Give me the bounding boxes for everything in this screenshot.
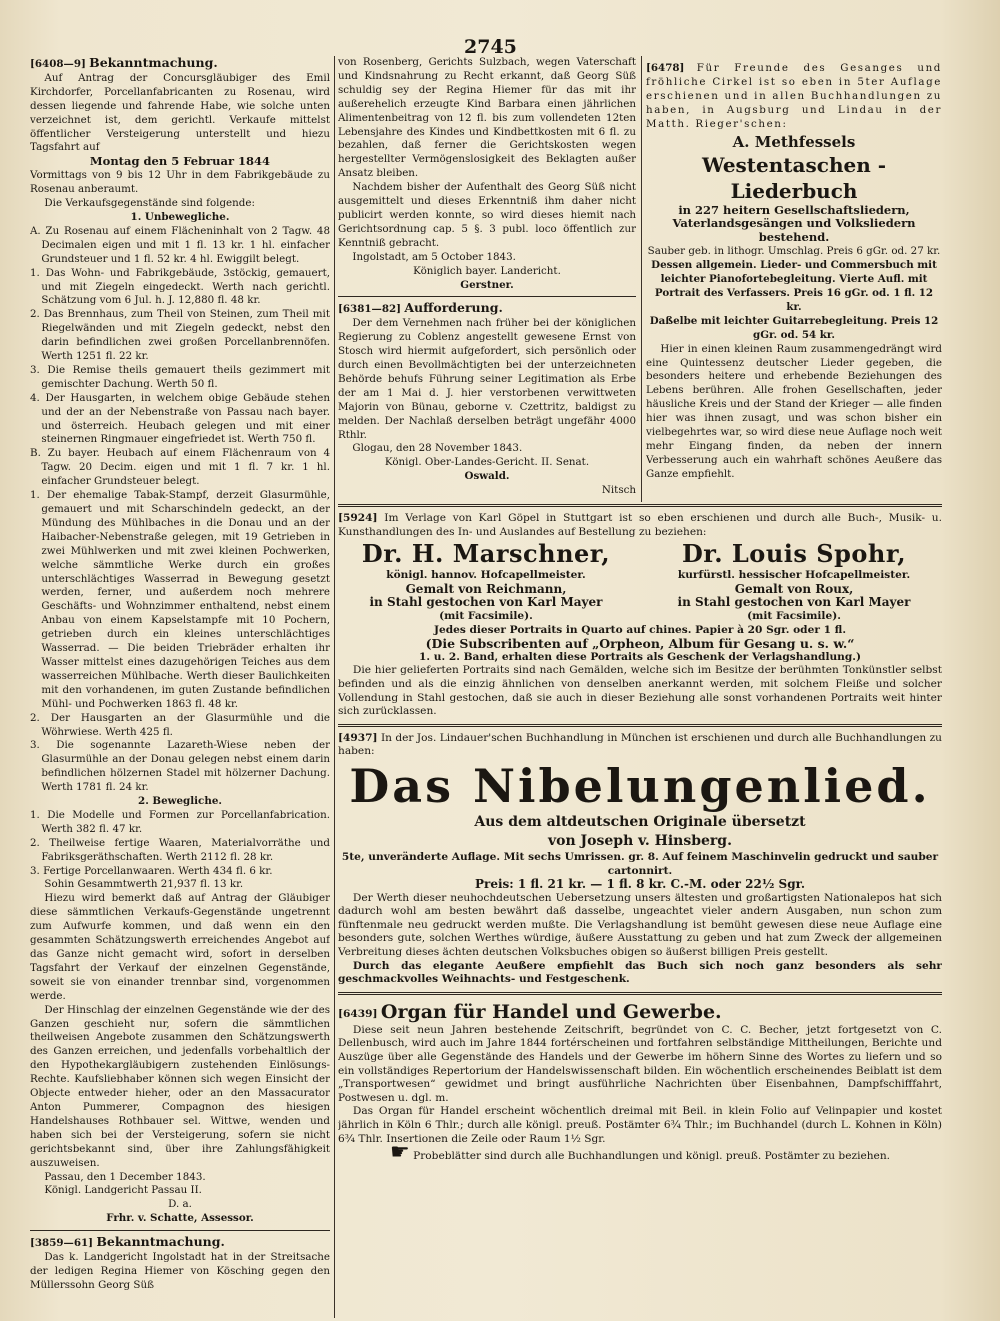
- objects-intro: Die Verkaufsgegenstände sind folgende:: [44, 197, 255, 210]
- ad-text: Der dem Vernehmen nach früher bei der königlichen Regierung zu Coblenz angestellt gewesene Ernst von Stosch wird hiermit aufgefordert, sich persönlich oder durch einen Bevollmächtigten bei der unterzeichneten Behörde behufs Führung seiner Legitimation als Erbe der am 1 Mai d. J. hier verstorbenen verwittweten Majorin von Bünau, geborne v. Czettritz, baldigst zu melden. Der Nachlaß derselben beträgt ungefähr 4000 Rthlr.: [338, 317, 636, 441]
- ad-intro: Auf Antrag der Concursgläubiger des Emil Kirchdorfer, Porcellanfabricanten zu Rosenau, wird dessen liegende und fahrende Habe, wie solche unten verzeichnet ist, dem gerichtl. Verkaufe mittelst öffentlicher Versteigerung unterstellt und hiezu Tagsfahrt auf: [30, 71, 330, 154]
- item: 2. Das Brennhaus, zum Theil von Steinen, zum Theil mit Riegelwänden und mit Ziegeln gedeckt, nebst den darin befindlichen zwei großen Porcellanbrennöfen. Werth 1251 fl. 22 kr.: [30, 308, 330, 363]
- ad-text: Hier in einen kleinen Raum zusammengedrängt wird eine Quintessenz deutscher Lieder gegeben, die besonders heitere und erhebende Beziehungen des Lebens berühren. Alle frohen Gesellschaften, jeder häusliche Kreis und der Stand der Krieger — alle finden hier was ihnen zusagt, und was schon bisher ein vielbegehrtes war, so wird diese neue Auflage noch weit mehr Eingang finden, da neben der innern Verbesserung auch ein wahrhaft schönes Aeußere das Ganze empfiehlt.: [646, 342, 942, 480]
- signature-2: Nitsch: [601, 484, 636, 496]
- column-rule: [641, 56, 642, 502]
- ad-title: Bekanntmachung.: [96, 1234, 225, 1250]
- ad-text: Das k. Landgericht Ingolstadt hat in der Streitsache der ledigen Regina Hiemer von Kösching gegen den Müllerssohn Georg Süß: [30, 1251, 330, 1291]
- painter: Gemalt von Reichmann,: [405, 581, 567, 596]
- auction-time: Vormittags von 9 bis 12 Uhr in dem Fabrikgebäude zu Rosenau anberaumt.: [30, 169, 330, 196]
- painter: Gemalt von Roux,: [734, 581, 854, 596]
- ad-intro: In der Jos. Lindauer'schen Buchhandlung in München ist erschienen und durch alle Buchhandlungen zu haben:: [338, 731, 942, 758]
- ad-ref: [3859—61]: [30, 1237, 94, 1250]
- court: Königl. Ober-Landes-Gericht. II. Senat.: [384, 456, 590, 469]
- section-heading: 1. Unbewegliche.: [130, 210, 230, 223]
- divider: [338, 992, 942, 995]
- facsimile: (mit Facsimile).: [747, 609, 841, 622]
- sample-note: Probeblätter sind durch alle Buchhandlungen und königl. preuß. Postämter zu beziehen.: [413, 1150, 891, 1163]
- column-rule: [334, 56, 335, 1318]
- item: 1. Das Wohn- und Fabrikgebäude, 3stöckig, gemauert, und mit Ziegeln eingedeckt. Werth nach gerichtl. Schätzung vom 6 Jul. h. J. 12,880 fl. 48 kr.: [30, 266, 330, 307]
- ad-text: Die hier gelieferten Portraits sind nach Gemälden, welche sich im Besitze der berühmten Tonkünstler selbst befinden und als die einzig ähnlichen von denselben anerkannt werden, mit solchem Fleiße und solcher Vollendung in Stahl gestochen, daß sie auch in dieser Beziehung alle sonst vorhandenen Portraits weit hinter sich zurücklassen.: [338, 664, 942, 718]
- composer-role: königl. hannov. Hofcapellmeister.: [386, 569, 586, 582]
- book-title: Westentaschen - Liederbuch: [701, 152, 887, 203]
- place-date: Passau, den 1 December 1843.: [44, 1170, 206, 1183]
- wide-section: [338, 504, 942, 1314]
- book-subtitle: Aus dem altdeutschen Originale übersetzt: [474, 813, 806, 830]
- price-line: Preis: 1 fl. 21 kr. — 1 fl. 8 kr. C.-M. oder 22½ Sgr.: [475, 877, 805, 892]
- paragraph: Hiezu wird bemerkt daß auf Antrag der Gläubiger diese sämmtlichen Verkaufs-Gegenstände ungetrennt zum Aufwurfe kommen, und daß wenn ein den gesammten Schätzungswerth erreichendes Angebot auf das Ganze nicht gemacht wird, sofort in derselben Tagsfahrt der Verkauf der einzelnen Gegenstände, soweit sie von einander trennbar sind, vorgenommen werde.: [30, 892, 330, 1002]
- place-date: Ingolstadt, am 5 October 1843.: [352, 250, 516, 263]
- composer-name: Dr. H. Marschner,: [361, 539, 611, 569]
- item: 1. Der ehemalige Tabak-Stampf, derzeit Glasurmühle, gemauert und mit Scharschindeln gedeckt, an der Mündung des Mühlbaches in die Donau und an der Haibacher-Nebenstraße gelegen, mit 19 Getrieben in zwei Mühlwerken und mit zwei kleinen Pochwerken, welche sämmtliche Werke durch ein großes unterschlächtiges Wasserrad in Bewegung gesetzt werden, ferner, und außerdem noch mehrere Geschäfts- und Wohnzimmer enthaltend, nebst einem Anbau von einem Kapselstampfe mit 10 Pochern, getrieben durch ein kleines unterschlächtiges Wasserrad. — Die beiden Triebräder erhalten ihr Wasser mittelst eines dazugehörigen Teiches aus dem wasserreichen Mühlbache. Werth dieser Baulichkeiten mit den vorhandenen, im guten Zustande befindlichen Mühl- und Pochwerken 1863 fl. 48 kr.: [30, 489, 330, 710]
- price-line: Sauber geb. in lithogr. Umschlag. Preis 6 gGr. od. 27 kr.: [647, 245, 941, 258]
- total-value: Sohin Gesammtwerth 21,937 fl. 13 kr.: [44, 878, 244, 891]
- column-left: [30, 56, 330, 1318]
- book-subtitle: in 227 heitern Gesellschaftsliedern, Vaterlandsgesängen und Volksliedern bestehend.: [672, 202, 916, 245]
- price-line: Dessen allgemein. Lieder- und Commersbuch mit leichter Pianofortebegleitung. Vierte Aufl. mit Portrait des Verfassers. Preis 16 gGr. od. 1 fl. 12 kr.: [651, 259, 937, 313]
- signature: Gerstner.: [460, 278, 514, 291]
- item: 3. Fertige Porcellanwaaren. Werth 434 fl. 6 kr.: [30, 864, 273, 877]
- divider: [338, 296, 636, 297]
- ad-title: Aufforderung.: [404, 300, 503, 316]
- composer-role: kurfürstl. hessischer Hofcapellmeister.: [677, 569, 911, 582]
- signature: Oswald.: [464, 470, 510, 483]
- portrait-left: [338, 539, 634, 623]
- section-a: A. Zu Rosenau auf einem Flächeninhalt von 2 Tagw. 48 Decimalen eigen und mit 1 fl. 13 kr. 1 hl. einfacher Grundsteuer und 1 fl. 52 kr. 4 hl. Ewiggilt belegt.: [30, 224, 330, 265]
- item: 1. Die Modelle und Formen zur Porcellanfabrication. Werth 382 fl. 47 kr.: [30, 808, 330, 835]
- edition: 5te, unveränderte Auflage. Mit sechs Umrissen. gr. 8. Auf feinem Maschinvelin gedruckt und sauber cartonnirt.: [341, 850, 939, 877]
- ad-ref: [6439]: [338, 1008, 378, 1021]
- book-author: A. Methfessels: [732, 132, 856, 151]
- ad-title: Bekanntmachung.: [89, 56, 218, 70]
- signature: Frhr. v. Schatte, Assessor.: [106, 1212, 254, 1225]
- paragraph: Das Organ für Handel erscheint wöchentlich dreimal mit Beil. in klein Folio auf Velinpapier und kostet jährlich in Köln 6 Thlr.; durch alle königl. preuß. Postämter 6¾ Thlr.; im Buchhandel (durch L. Kohnen in Köln) 6¾ Thlr. Insertionen die Zeile oder Raum 1½ Sgr.: [338, 1105, 942, 1145]
- pointing-hand-icon: ☛: [389, 1140, 410, 1166]
- column-middle: [338, 56, 636, 496]
- item: 3. Die sogenannte Lazareth-Wiese neben der Glasurmühle an der Donau gelegen nebst einem darin befindlichen hölzernen Stadel mit hölzerner Dachung. Werth 1781 fl. 24 kr.: [30, 739, 330, 794]
- ad-ref: [6381—82]: [338, 303, 402, 316]
- paragraph: Nachdem bisher der Aufenthalt des Georg Süß nicht ausgemittelt und dieses Erkenntniß ihm daher nicht publicirt werden konnte, so wird dieses hiemit nach Gerichtsordnung cap. 5 §. 3 publ. loco öffentlich zur Kenntniß gebracht.: [338, 181, 636, 249]
- subscribers-2: 1. u. 2. Band, erhalten diese Portraits als Geschenk der Verlagshandlung.): [419, 650, 861, 663]
- periodical-title: Organ für Handel und Gewerbe.: [380, 1000, 722, 1023]
- divider: [30, 1230, 330, 1231]
- ad-ref: [4937]: [338, 731, 378, 744]
- court: Königl. Landgericht Passau II.: [44, 1184, 202, 1197]
- item: 4. Der Hausgarten, in welchem obige Gebäude stehen und der an der Nebenstraße von Passau nach bayer. und österreich. Heubach gelegen und mit einer steinernen Ringmauer eingefriedet ist. Werth 750 fl.: [30, 391, 330, 446]
- item: 3. Die Remise theils gemauert theils gezimmert mit gemischter Dachung. Werth 50 fl.: [30, 363, 330, 390]
- paragraph: Diese seit neun Jahren bestehende Zeitschrift, begründet von C. C. Becher, jetzt fortgesetzt von C. Dellenbusch, wird auch im Jahre 1844 fortérscheinen und fortfahren selbständige Mittheilungen, Berichte und Auszüge über alle Gegenstände des Handels und der Gewerbe im höhern Sinne des Wortes zu liefern und so ein vollständiges Repertorium der Handelswissenschaft bilden. Ein wöchentlich erscheinendes Beiblatt ist dem „Transportwesen“ gewidmet und bringt ausführliche Nachrichten über Eisenbahnen, Dampfschifffahrt, Postwesen u. dgl. m.: [338, 1023, 942, 1104]
- ad-intro: Im Verlage von Karl Göpel in Stuttgart ist so eben erschienen und durch alle Buch-, Musik- u. Kunsthandlungen des In- und Auslandes auf Bestellung zu beziehen:: [338, 512, 942, 538]
- divider: [338, 504, 942, 507]
- facsimile: (mit Facsimile).: [439, 609, 533, 622]
- court: Königlich bayer. Landericht.: [413, 264, 561, 277]
- price-line: Jedes dieser Portraits in Quarto auf chines. Papier à 20 Sgr. oder 1 fl.: [433, 623, 847, 636]
- portrait-right: [646, 539, 942, 623]
- book-title: Das Nibelungenlied.: [349, 758, 931, 813]
- divider: [338, 724, 942, 727]
- engraver: in Stahl gestochen von Karl Mayer: [369, 595, 603, 610]
- page-number: 2745: [464, 36, 517, 58]
- auction-date: Montag den 5 Februar 1844: [89, 154, 271, 169]
- ad-closing: Durch das elegante Aeußere empfiehlt das Buch sich noch ganz besonders als sehr geschmackvolles Weihnachts- und Festgeschenk.: [338, 959, 942, 986]
- place-date: Glogau, den 28 November 1843.: [352, 442, 523, 455]
- ad-ref: [6408—9]: [30, 58, 86, 70]
- price-line: Daßelbe mit leichter Guitarrebegleitung. Preis 12 gGr. od. 54 kr.: [649, 314, 939, 341]
- item: 2. Der Hausgarten an der Glasurmühle und die Wöhrwiese. Werth 425 fl.: [30, 711, 330, 738]
- ad-ref: [5924]: [338, 512, 378, 524]
- da: D. a.: [168, 1198, 192, 1211]
- book-translator: von Joseph v. Hinsberg.: [548, 832, 732, 849]
- item: 2. Theilweise fertige Waaren, Materialvorräthe und Fabriksgeräthschaften. Werth 2112 fl. 28 kr.: [30, 836, 330, 863]
- continued-text: von Rosenberg, Gerichts Sulzbach, wegen Vaterschaft und Kindsnahrung zu Recht erkannt, daß Georg Süß schuldig sey der Regina Hiemer für das mit ihr außerehelich erzeugte Kind Barbara einen jährlichen Alimentenbeitrag von 12 fl. bis zum vollendeten 12ten Lebensjahre des Kindes und Kindbettkosten mit 6 fl. zu bezahlen, daß ferner die Gerichtskosten wegen hergestellter Vermögenslosigkeit des Beklagten außer Ansatz bleiben.: [338, 56, 636, 180]
- column-right: [646, 62, 942, 502]
- ad-ref: [6478]: [646, 62, 685, 74]
- paragraph: Der Hinschlag der einzelnen Gegenstände wie der des Ganzen geschieht nur, sofern die sämmtlichen theilweisen Angebote zusammen den Schätzungswerth des Ganzen erreichen, und jedenfalls vorbehaltlich der den Hypothekargläubigern zustehenden Einlösungs-Rechte. Kaufsliebhaber können sich wegen Einsicht der Objecte entweder hieher, oder an den Massacurator Anton Pummerer, Compagnon des hiesigen Handelshauses Rothbauer sel. Wittwe, wenden und haben sich bei der Versteigerung, sofern sie nicht gerichtsbekannt sind, über ihre Zahlungsfähigkeit auszuweisen.: [30, 1003, 330, 1169]
- section-b: B. Zu bayer. Heubach auf einem Flächenraum von 4 Tagw. 20 Decim. eigen und mit 1 fl. 7 kr. 1 hl. einfacher Grundsteuer belegt.: [30, 447, 330, 488]
- engraver: in Stahl gestochen von Karl Mayer: [677, 595, 911, 610]
- subscribers: (Die Subscribenten auf „Orpheon, Album für Gesang u. s. w.“: [425, 636, 855, 652]
- ad-intro: Für Freunde des Gesanges und fröhliche Cirkel ist so eben in 5ter Auflage erschienen und in allen Buchhandlungen zu haben, in Augsburg und Lindau in der Matth. Rieger'schen:: [646, 62, 942, 130]
- ad-text: Der Werth dieser neuhochdeutschen Uebersetzung unsers ältesten und großartigsten Nationalepos hat sich dadurch wohl am besten bewährt daß dasselbe, ungeachtet vieler andern Ausgaben, nun schon zum fünftenmale neu gedruckt werden mußte. Die Verlagshandlung ist bemüht gewesen diese neue Auflage eine besonders gute, solchen Werthes würdige, äußere Ausstattung zu geben und hat zum Zweck der allgemeinen Verbreitung dieses ächten deutschen Volksbuches obigen so äußerst billigen Preis gestellt.: [338, 891, 942, 959]
- section-heading: 2. Bewegliche.: [138, 795, 222, 808]
- portrait-pair: [338, 539, 942, 623]
- composer-name: Dr. Louis Spohr,: [681, 539, 907, 569]
